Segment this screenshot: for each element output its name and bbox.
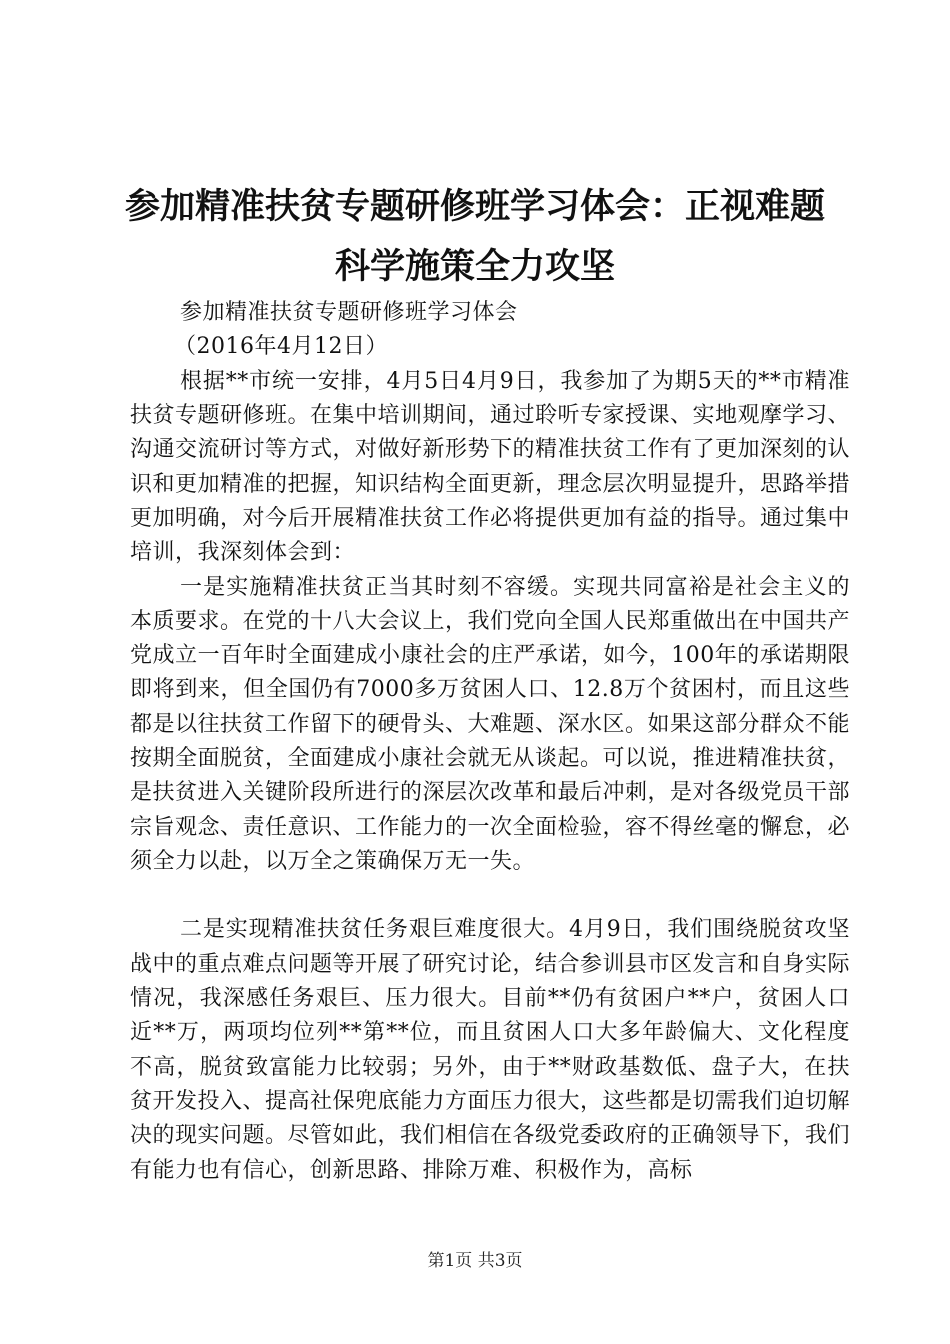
document-body	[130, 296, 850, 1188]
document-subtitle: 参加精准扶贫专题研修班学习体会	[180, 300, 518, 325]
page-number-footer: 第1页 共3页	[427, 1251, 523, 1271]
paragraph-spacer	[130, 879, 850, 913]
document-date: （2016年4月12日）	[174, 334, 388, 360]
paragraph-point-two: 二是实现精准扶贫任务艰巨难度很大。4月9日，我们围绕脱贫攻坚战中的重点难点问题等开展了研究讨论，结合参训县市区发言和自身实际情况，我深感任务艰巨、压力很大。目前**仍有贫困户**户，贫困人口近**万，两项均位列**第**位，而且贫困人口大多年龄偏大、文化程度不高，脱贫致富能力比较弱；另外，由于**财政基数低、盘子大，在扶贫开发投入、提高社保兜底能力方面压力很大，这些都是切需我们迫切解决的现实问题。尽管如此，我们相信在各级党委政府的正确领导下，我们有能力也有信心，创新思路、排除万难、积极作为，高标	[130, 917, 851, 1183]
document-title-line-1: 参加精准扶贫专题研修班学习体会：正视难题	[124, 187, 825, 227]
paragraph-intro: 根据**市统一安排，4月5日4月9日，我参加了为期5天的**市精准扶贫专题研修班。在集中培训期间，通过聆听专家授课、实地观摩学习、沟通交流研讨等方式，对做好新形势下的精准扶贫工作有了更加深刻的认识和更加精准的把握，知识结构全面更新，理念层次明显提升，思路举措更加明确，对今后开展精准扶贫工作必将提供更加有益的指导。通过集中培训，我深刻体会到：	[130, 368, 851, 566]
paragraph-point-one: 一是实施精准扶贫正当其时刻不容缓。实现共同富裕是社会主义的本质要求。在党的十八大会议上，我们党向全国人民郑重做出在中国共产党成立一百年时全面建成小康社会的庄严承诺，如今，100年的承诺期限即将到来，但全国仍有7000多万贫困人口、12.8万个贫困村，而且这些都是以往扶贫工作留下的硬骨头、大难题、深水区。如果这部分群众不能按期全面脱贫，全面建成小康社会就无从谈起。可以说，推进精准扶贫，是扶贫进入关键阶段所进行的深层次改革和最后冲刺，是对各级党员干部宗旨观念、责任意识、工作能力的一次全面检验，容不得丝毫的懈怠，必须全力以赴，以万全之策确保万无一失。	[130, 574, 851, 874]
document-title-line-2: 科学施策全力攻坚	[334, 247, 615, 287]
